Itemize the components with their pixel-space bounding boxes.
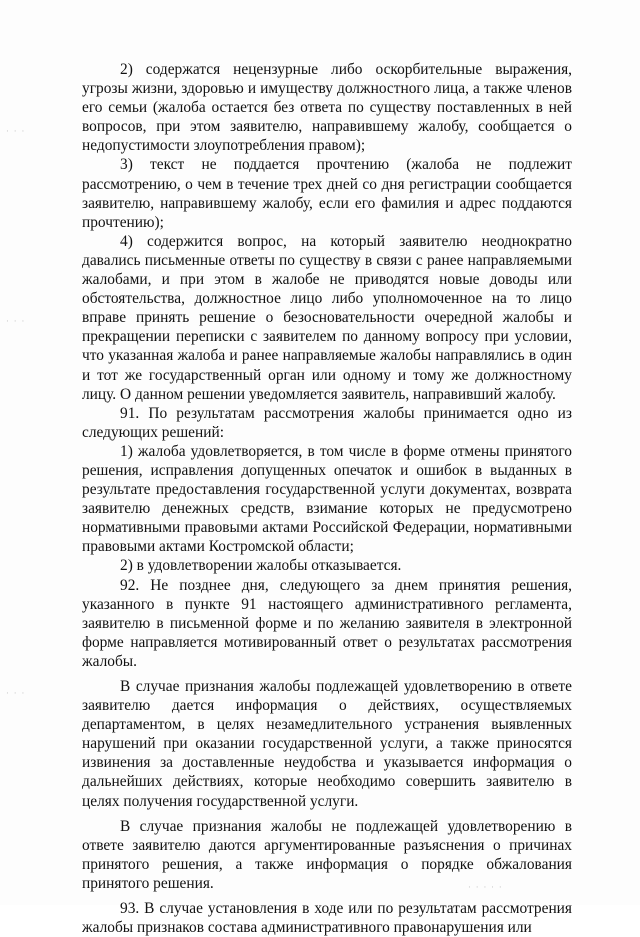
- paragraph-92-not-satisfied: В случае признания жалобы не подлежащей удовлетворению в ответе заявителю даются аргументированные разъяснения о причинах принятого решения, а также информация о порядке обжалования принятого решения.: [82, 817, 572, 892]
- paragraph-item-3: 3) текст не поддается прочтению (жалоба не подлежит рассмотрению, о чем в течение трех дней со дня регистрации сообщается заявителю, направившему жалобу, если его фамилия и адрес поддаются прочтению);: [82, 156, 572, 231]
- scan-artifact: · · ·: [6, 689, 26, 699]
- document-body: [82, 60, 572, 937]
- paragraph-item-4: 4) содержится вопрос, на который заявителю неоднократно давались письменные ответы по существу в связи с ранее направляемыми жалобами, и при этом в жалобе не приводятся новые доводы или обстоятельства, должностное лицо либо уполномоченное на то лицо вправе принять решение о безосновательности очередной жалобы и прекращении переписки с заявителем по данному вопросу при условии, что указанная жалоба и ранее направляемые жалобы направлялись в один и тот же государственный орган или одному и тому же должностному лицу. О данном решении уведомляется заявитель, направивший жалобу.: [82, 232, 572, 403]
- paragraph-92: 92. Не позднее дня, следующего за днем принятия решения, указанного в пункте 91 настоящего административного регламента, заявителю в письменной форме и по желанию заявителя в электронной форме направляется мотивированный ответ о результатах рассмотрения жалобы.: [82, 576, 572, 670]
- paragraph-93: 93. В случае установления в ходе или по результатам рассмотрения жалобы признаков состава административного правонарушения или: [82, 900, 572, 937]
- paragraph-91-item-1: 1) жалоба удовлетворяется, в том числе в форме отмены принятого решения, исправления допущенных опечаток и ошибок в выданных в результате предоставления государственной услуги документах, возврата заявителю денежных средств, взимание которых не предусмотрено нормативными правовыми актами Российской Федерации, нормативными правовыми актами Костромской области;: [82, 442, 572, 556]
- scan-artifact: · · · · ·: [468, 883, 503, 893]
- scan-artifact: · · ·: [6, 127, 26, 137]
- paragraph-item-2: 2) содержатся нецензурные либо оскорбительные выражения, угрозы жизни, здоровью и имуществу должностного лица, а также членов его семьи (жалоба остается без ответа по существу поставленных в ней вопросов, при этом заявителю, направившему жалобу, сообщается о недопустимости злоупотребления правом);: [82, 61, 572, 155]
- paragraph-91: 91. По результатам рассмотрения жалобы принимается одно из следующих решений:: [82, 404, 572, 441]
- paragraph-92-satisfied: В случае признания жалобы подлежащей удовлетворению в ответе заявителю дается информация о действиях, осуществляемых департаментом, в целях незамедлительного устранения выявленных нарушений при оказании государственной услуги, а также приносятся извинения за доставленные неудобства и указывается информация о дальнейших действиях, которые необходимо совершить заявителю в целях получения государственной услуги.: [82, 678, 572, 810]
- paragraph-91-item-2: 2) в удовлетворении жалобы отказывается.: [120, 557, 402, 575]
- scan-artifact: · · ·: [6, 317, 26, 327]
